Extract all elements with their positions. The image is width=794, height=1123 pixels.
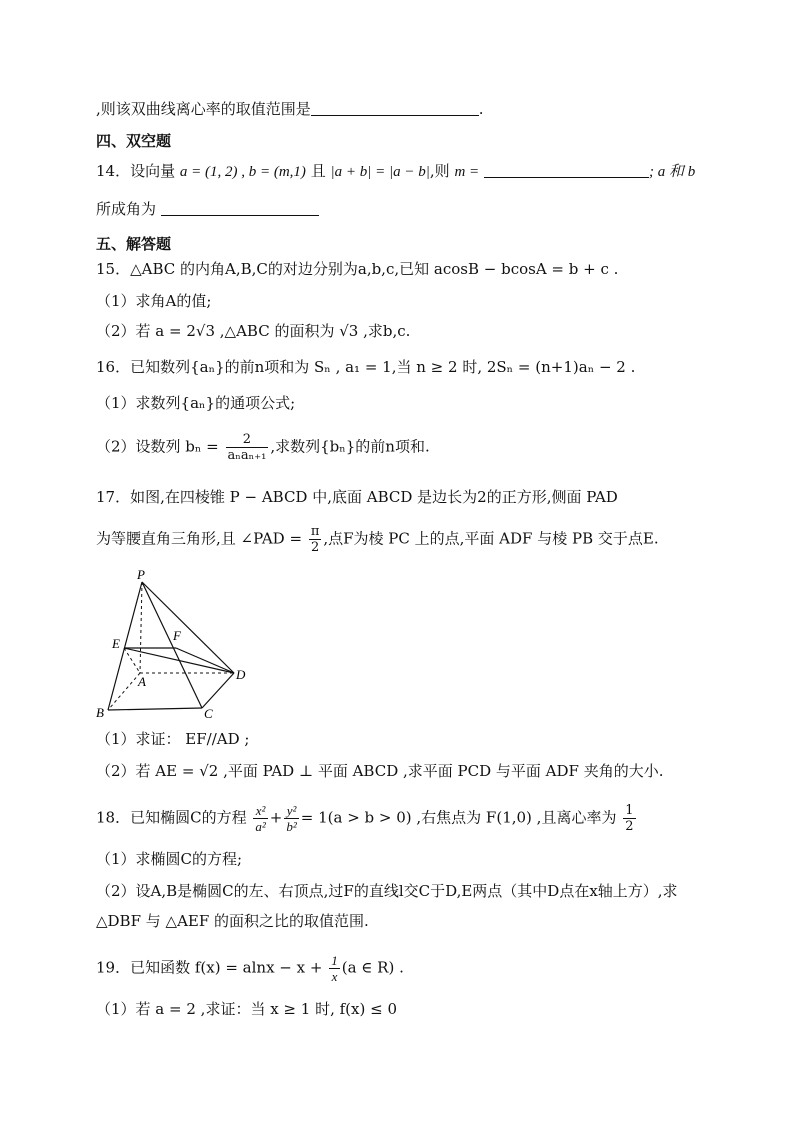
q18-a2: a² (255, 819, 266, 834)
q14-text-c: 且 (310, 162, 326, 180)
question-16: 16．已知数列{aₙ}的前n项和为 Sₙ , a₁ = 1,当 n ≥ 2 时, 2Sₙ = (n+1)aₙ − 2 . (96, 358, 636, 376)
question-17: 17．如图,在四棱锥 P − ABCD 中,底面 ABCD 是边长为2的正方形,侧面 PAD (96, 488, 618, 506)
q17-fraction (309, 524, 322, 555)
question-17-part2: （2）若 AE = √2 ,平面 PAD ⊥ 平面 ABCD ,求平面 PCD 与平面 ADF 夹角的大小. (96, 762, 664, 780)
q18-e-num: 1 (625, 803, 634, 818)
question-18: 18．已知椭圆C的方程 $\frac{\text{x²}}{\text{a²}}$ + $\frac{\text{y²}}{\text{b²}}$ = 1(a > b > 0) ,右焦点为 F(1,0) ,且离心率为 $\frac{1}{2}$ (96, 803, 634, 834)
edge-BC (108, 708, 202, 710)
edge-CD (202, 673, 234, 708)
question-17-part1: （1）求证： EF//AD ; (96, 730, 250, 748)
period: . (478, 100, 484, 118)
question-14-line2 (96, 198, 319, 220)
pyramid-figure (94, 570, 264, 720)
edge-FD (176, 648, 234, 673)
label-E: E (112, 636, 120, 651)
label-D: D (236, 667, 246, 682)
question-15-part1: （1）求角A的值; (96, 292, 212, 310)
edge-PC (142, 582, 202, 708)
q18-frac-x (253, 803, 267, 834)
q13-tail (96, 98, 484, 120)
section-heading-5: 五、解答题 (96, 235, 172, 253)
q14-angle-label: 所成角为 (96, 200, 157, 218)
q18-text-a: 18．已知椭圆C的方程 (96, 808, 247, 827)
q18-x2: x² (253, 803, 267, 819)
answer-blank-angle[interactable] (161, 199, 319, 216)
q16-2-text-b: ,求数列{bₙ}的前n项和. (270, 437, 430, 456)
q17-text-a: 为等腰直角三角形,且 ∠PAD = (96, 529, 303, 548)
q19-fraction (329, 953, 340, 984)
q17-frac-num: π (310, 524, 320, 539)
q18-frac-y (284, 803, 298, 834)
label-A: A (138, 674, 146, 689)
q18-frac-e (623, 803, 635, 834)
q19-text-a: 19．已知函数 f(x) = alnx − x + (96, 958, 323, 977)
label-B: B (96, 705, 104, 720)
q16-frac-num: 2 (226, 432, 269, 448)
label-F: F (173, 628, 181, 643)
q16-2-text-a: （2）设数列 bₙ = (96, 437, 219, 456)
edge-EA (124, 648, 140, 673)
question-16-part1: （1）求数列{aₙ}的通项公式; (96, 394, 296, 412)
label-P: P (137, 570, 145, 582)
question-14 (96, 160, 695, 183)
q19-frac-num: 1 (331, 953, 338, 968)
question-18-part2-line2: △DBF 与 △AEF 的面积之比的取值范围. (96, 912, 369, 930)
q13-text: ,则该双曲线离心率的取值范围是 (96, 100, 311, 118)
q18-e-den: 2 (625, 819, 634, 834)
question-17-line2 (96, 524, 659, 555)
q14-condition: |a + b| = |a − b| (330, 164, 430, 180)
question-15-part2: （2）若 a = 2√3 ,△ABC 的面积为 √3 ,求b,c. (96, 322, 411, 340)
question-15: 15．△ABC 的内角A,B,C的对边分别为a,b,c,已知 acosB − bcosA = b + c . (96, 260, 619, 278)
q18-y2: y² (284, 803, 298, 819)
answer-blank[interactable] (311, 99, 479, 116)
question-18-part2: （2）设A,B是椭圆C的左、右顶点,过F的直线l交C于D,E两点（其中D点在x轴上方）,求 (96, 882, 678, 900)
q14-text-a: 14．设向量 (96, 162, 176, 180)
q16-frac-den: aₙaₙ₊₁ (227, 448, 267, 463)
edge-PA (140, 582, 142, 673)
section-heading-4: 四、双空题 (96, 132, 172, 150)
q19-frac-den: x (331, 969, 338, 984)
q17-text-b: ,点F为棱 PC 上的点,平面 ADF 与棱 PB 交于点E. (323, 529, 659, 548)
q17-frac-den: 2 (310, 540, 320, 555)
q18-b2: b² (286, 819, 297, 834)
question-19-part1: （1）若 a = 2 ,求证：当 x ≥ 1 时, f(x) ≤ 0 (96, 1000, 397, 1018)
question-19 (96, 953, 404, 984)
edge-PD (142, 582, 234, 673)
q14-vectors: a = (1, 2) , b = (m,1) (179, 164, 306, 180)
q14-angle-text: ; a 和 b (648, 164, 696, 180)
q19-text-b: (a ∈ R) . (341, 958, 404, 977)
question-18-part1: （1）求椭圆C的方程; (96, 850, 243, 868)
q16-fraction (226, 432, 269, 463)
q18-text-b: = 1(a > b > 0) ,右焦点为 F(1,0) ,且离心率为 (300, 808, 617, 827)
q14-text-e: ,则 (429, 162, 450, 180)
question-16-part2 (96, 432, 430, 463)
label-C: C (204, 706, 213, 720)
q14-m: m = (454, 164, 480, 180)
answer-blank-m[interactable] (484, 161, 649, 178)
